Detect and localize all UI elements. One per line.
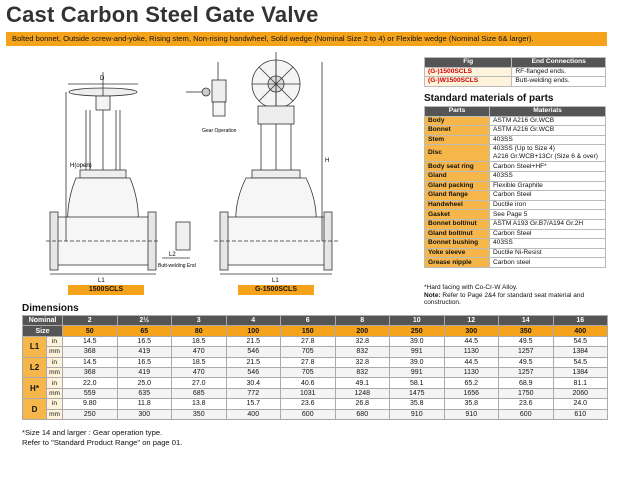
materials-heading: Standard materials of parts [424, 93, 554, 104]
unit-cell: mm [47, 388, 63, 398]
dimension-value: 635 [117, 388, 172, 398]
dimension-value: 546 [226, 367, 281, 377]
material-cell: ASTM A216 Gr.WCB [490, 116, 606, 126]
dimension-value: 250 [63, 409, 118, 419]
table-row [425, 145, 606, 162]
table-row [425, 67, 606, 77]
size-mm-header: 200 [335, 326, 390, 336]
material-cell: Ductile iron [490, 200, 606, 210]
dimension-value: 18.5 [172, 336, 227, 346]
dimension-value: 44.5 [444, 336, 499, 346]
dimension-value: 26.8 [335, 399, 390, 409]
dimension-value: 1750 [499, 388, 554, 398]
footnote-range: Refer to "Standard Product Range" on page 01. [22, 437, 183, 447]
dimension-value: 368 [63, 347, 118, 357]
dimension-value: 772 [226, 388, 281, 398]
table-row [425, 219, 606, 229]
size-mm-header: 80 [172, 326, 227, 336]
dimension-key: L2 [23, 357, 47, 378]
seat-material-note [424, 292, 610, 307]
dimension-value: 65.2 [444, 378, 499, 388]
dimension-value: 24.0 [553, 399, 608, 409]
dimension-value: 14.5 [63, 336, 118, 346]
size-mm-header: 400 [553, 326, 608, 336]
dimension-value: 54.5 [553, 357, 608, 367]
parts-header: Parts [425, 107, 490, 117]
dim-label-l1-left: L1 [98, 278, 105, 284]
dimension-value: 16.5 [117, 357, 172, 367]
part-name-cell: Grease nipple [425, 258, 490, 268]
dimension-value: 39.0 [390, 357, 445, 367]
size-mm-header: 50 [63, 326, 118, 336]
dimension-value: 300 [117, 409, 172, 419]
material-cell: 403SS [490, 239, 606, 249]
material-cell: ASTM A193 Gr.B7/A194 Gr.2H [490, 219, 606, 229]
size-mm-header: 350 [499, 326, 554, 336]
dimension-value: 470 [172, 367, 227, 377]
material-cell: See Page 5 [490, 210, 606, 220]
butt-weld-label: Butt-welding End [158, 263, 196, 269]
dimension-value: 350 [172, 409, 227, 419]
table-row [425, 162, 606, 172]
end-connection-cell: Butt-welding ends. [512, 77, 606, 87]
unit-cell: mm [47, 367, 63, 377]
table-row [425, 248, 606, 258]
size-in-header: 10 [390, 316, 445, 326]
fig-cell: (G-)1500SCLS [425, 67, 512, 77]
dimension-value: 1656 [444, 388, 499, 398]
material-cell: Carbon Steel+HF* [490, 162, 606, 172]
dimension-value: 81.1 [553, 378, 608, 388]
material-cell: Carbon Steel [490, 229, 606, 239]
dimension-value: 991 [390, 347, 445, 357]
size-mm-header: 300 [444, 326, 499, 336]
dimension-value: 470 [172, 347, 227, 357]
unit-cell: mm [47, 409, 63, 419]
dim-label-d: D [100, 76, 105, 82]
dimension-value: 21.5 [226, 357, 281, 367]
table-row [425, 116, 606, 126]
table-row [425, 258, 606, 268]
valve-drawings [6, 52, 418, 297]
dimension-value: 68.9 [499, 378, 554, 388]
dimension-value: 23.6 [281, 399, 336, 409]
table-row [23, 336, 608, 346]
dim-label-h: H [325, 158, 330, 164]
dimension-value: 1248 [335, 388, 390, 398]
dimension-value: 16.5 [117, 336, 172, 346]
description-banner: Bolted bonnet, Outside screw-and-yoke, Rising stem, Non-rising handwheel, Solid wedge (Nominal Size 2 to 4) or Flexible wedge (Nominal Size 6& larger). [6, 32, 607, 46]
unit-cell: in [47, 357, 63, 367]
size-in-header: 6 [281, 316, 336, 326]
caption-g-1500scls: G-1500SCLS [238, 285, 314, 295]
dimension-value: 40.6 [281, 378, 336, 388]
dimension-value: 1031 [281, 388, 336, 398]
part-name-cell: Handwheel [425, 200, 490, 210]
dimension-value: 18.5 [172, 357, 227, 367]
dimension-value: 30.4 [226, 378, 281, 388]
size-in-header: 3 [172, 316, 227, 326]
dimension-value: 1384 [553, 347, 608, 357]
dimension-value: 22.0 [63, 378, 118, 388]
dimension-value: 39.0 [390, 336, 445, 346]
part-name-cell: Body [425, 116, 490, 126]
page-title: Cast Carbon Steel Gate Valve [6, 2, 319, 27]
dimension-value: 58.1 [390, 378, 445, 388]
gear-operation-label: Gear Operation [202, 128, 237, 134]
dimension-value: 832 [335, 367, 390, 377]
unit-cell: in [47, 336, 63, 346]
table-row [425, 77, 606, 87]
dimension-value: 419 [117, 367, 172, 377]
note-text: Refer to Page 2&4 for standard seat material and construction. [424, 291, 585, 307]
dimension-value: 15.7 [226, 399, 281, 409]
table-row [23, 357, 608, 367]
table-row [23, 347, 608, 357]
size-in-header: 2½ [117, 316, 172, 326]
size-in-header: 2 [63, 316, 118, 326]
part-name-cell: Gland packing [425, 181, 490, 191]
part-name-cell: Bonnet [425, 126, 490, 136]
material-cell: Ductile Ni-Resist [490, 248, 606, 258]
size-in-header: 16 [553, 316, 608, 326]
table-row [23, 399, 608, 409]
dimension-value: 1384 [553, 367, 608, 377]
size-mm-header: 250 [390, 326, 445, 336]
dimension-value: 600 [499, 409, 554, 419]
unit-cell: mm [47, 347, 63, 357]
size-in-header: 12 [444, 316, 499, 326]
valve-drawing-svg [6, 52, 418, 297]
size-mm-header: 100 [226, 326, 281, 336]
dimension-value: 32.8 [335, 357, 390, 367]
dimension-value: 27.0 [172, 378, 227, 388]
fig-header: Fig [425, 58, 512, 68]
material-cell: 403SS [490, 135, 606, 145]
dimension-value: 705 [281, 347, 336, 357]
note-label: Note: [424, 291, 441, 299]
material-cell: Carbon Steel [490, 191, 606, 201]
part-name-cell: Stem [425, 135, 490, 145]
dimension-value: 1257 [499, 367, 554, 377]
dimension-value: 27.8 [281, 357, 336, 367]
end-connection-cell: RF-flanged ends. [512, 67, 606, 77]
dimension-value: 44.5 [444, 357, 499, 367]
material-cell: ASTM A216 Gr.WCB [490, 126, 606, 136]
part-name-cell: Gasket [425, 210, 490, 220]
size-in-header: 8 [335, 316, 390, 326]
dimension-value: 21.5 [226, 336, 281, 346]
caption-1500scls: 1500SCLS [68, 285, 144, 295]
table-row [425, 229, 606, 239]
dimension-value: 1475 [390, 388, 445, 398]
size-mm-header: 150 [281, 326, 336, 336]
dimension-value: 1130 [444, 367, 499, 377]
part-name-cell: Body seat ring [425, 162, 490, 172]
dimension-value: 400 [226, 409, 281, 419]
table-row [23, 388, 608, 398]
dimension-value: 32.8 [335, 336, 390, 346]
dimension-value: 9.80 [63, 399, 118, 409]
dimensions-table [22, 315, 608, 420]
dimension-value: 23.6 [499, 399, 554, 409]
fig-table [424, 57, 606, 87]
hard-facing-note: *Hard facing with Co-Cr-W Alloy. [424, 284, 518, 291]
footnote-gear: *Size 14 and larger : Gear operation type. [22, 428, 163, 437]
dimension-value: 910 [390, 409, 445, 419]
dimension-value: 1130 [444, 347, 499, 357]
dimension-value: 11.8 [117, 399, 172, 409]
table-row [425, 239, 606, 249]
dimension-value: 35.8 [444, 399, 499, 409]
material-cell: 403SS (Up to Size 4) A216 Gr.WCB+13Cr (Size 6 & over) [490, 145, 606, 162]
dimension-value: 832 [335, 347, 390, 357]
dimension-value: 419 [117, 347, 172, 357]
dimension-value: 2060 [553, 388, 608, 398]
table-row [23, 378, 608, 388]
nominal-header: Nominal [23, 316, 63, 326]
table-row [23, 367, 608, 377]
material-cell: Flexible Graphite [490, 181, 606, 191]
dimension-value: 368 [63, 367, 118, 377]
part-name-cell: Gland [425, 171, 490, 181]
dimension-value: 600 [281, 409, 336, 419]
fig-cell: (G-)W1500SCLS [425, 77, 512, 87]
dimension-value: 680 [335, 409, 390, 419]
end-connections-header: End Connections [512, 58, 606, 68]
size-mm-header: 65 [117, 326, 172, 336]
dim-label-hopen: H(open) [70, 163, 92, 169]
dimension-value: 559 [63, 388, 118, 398]
table-row [425, 181, 606, 191]
dimension-value: 705 [281, 367, 336, 377]
part-name-cell: Gland bolt/nut [425, 229, 490, 239]
dimension-value: 546 [226, 347, 281, 357]
table-row [425, 171, 606, 181]
materials-notes [424, 284, 610, 307]
materials-header: Materials [490, 107, 606, 117]
table-row [425, 135, 606, 145]
dimension-value: 610 [553, 409, 608, 419]
dim-label-l1-right: L1 [272, 278, 279, 284]
part-name-cell: Disc [425, 145, 490, 162]
size-in-header: 14 [499, 316, 554, 326]
dimension-value: 25.0 [117, 378, 172, 388]
table-row [425, 200, 606, 210]
unit-cell: in [47, 399, 63, 409]
dimension-value: 54.5 [553, 336, 608, 346]
dimension-value: 991 [390, 367, 445, 377]
dimension-value: 49.5 [499, 357, 554, 367]
dimensions-heading: Dimensions [22, 303, 79, 314]
dimension-key: H* [23, 378, 47, 399]
table-row [425, 210, 606, 220]
table-row [425, 126, 606, 136]
dimension-value: 27.8 [281, 336, 336, 346]
size-in-header: 4 [226, 316, 281, 326]
footnotes [22, 428, 182, 447]
size-header: Size [23, 326, 63, 336]
dimension-key: D [23, 399, 47, 420]
material-cell: Carbon steel [490, 258, 606, 268]
part-name-cell: Gland flange [425, 191, 490, 201]
unit-cell: in [47, 378, 63, 388]
dimension-value: 13.8 [172, 399, 227, 409]
dimension-value: 35.8 [390, 399, 445, 409]
dimension-value: 910 [444, 409, 499, 419]
table-row [23, 409, 608, 419]
materials-table [424, 106, 606, 268]
dimension-value: 49.1 [335, 378, 390, 388]
dimension-value: 685 [172, 388, 227, 398]
dimension-value: 1257 [499, 347, 554, 357]
part-name-cell: Bonnet bushing [425, 239, 490, 249]
dimension-key: L1 [23, 336, 47, 357]
dimension-value: 49.5 [499, 336, 554, 346]
part-name-cell: Bonnet bolt/nut [425, 219, 490, 229]
part-name-cell: Yoke sleeve [425, 248, 490, 258]
dimension-value: 14.5 [63, 357, 118, 367]
dim-label-l2: L2 [169, 252, 176, 258]
material-cell: 403SS [490, 171, 606, 181]
table-row [425, 191, 606, 201]
